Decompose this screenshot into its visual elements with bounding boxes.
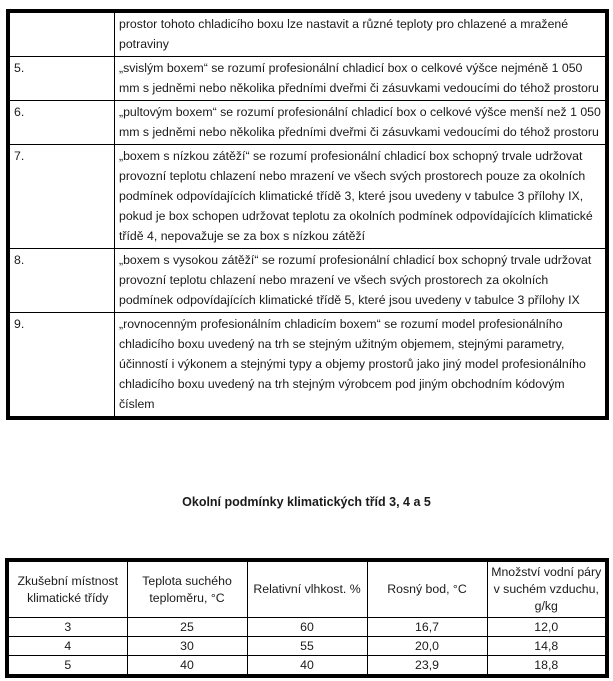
climate-table-title: Okolní podmínky klimatických tříd 3, 4 a 5 — [182, 495, 431, 509]
table-row — [7, 656, 607, 677]
definition-row — [8, 249, 607, 313]
definition-row — [8, 313, 607, 419]
table-cell: 40 — [247, 656, 367, 677]
definition-number: 7. — [8, 145, 115, 249]
table-cell: 16,7 — [367, 618, 487, 637]
definition-text: prostor tohoto chladicího boxu lze nastavit a různé teploty pro chlazené a mražené potraviny — [115, 11, 608, 57]
table-cell: 40 — [127, 656, 247, 677]
table-cell: 30 — [127, 637, 247, 656]
definitions-table — [6, 9, 609, 420]
table-cell: 3 — [7, 618, 127, 637]
definition-row — [8, 57, 607, 101]
column-header: Množství vodní páry v suchém vzduchu, g/kg — [487, 560, 607, 618]
definition-number: 6. — [8, 101, 115, 145]
definition-number: 9. — [8, 313, 115, 419]
definition-row — [8, 101, 607, 145]
table-row — [7, 637, 607, 656]
table-cell: 4 — [7, 637, 127, 656]
table-row — [7, 618, 607, 637]
table-cell: 12,0 — [487, 618, 607, 637]
table-cell: 18,8 — [487, 656, 607, 677]
definition-text: „pultovým boxem“ se rozumí profesionální chladicí box o celkové výšce menší než 1 050 mm s jedněmi nebo několika předními dveřmi či zásuvkami vedoucími do téhož prostoru — [115, 101, 608, 145]
table-cell: 20,0 — [367, 637, 487, 656]
definition-text: „svislým boxem“ se rozumí profesionální chladicí box o celkové výšce nejméně 1 050 mm s jedněmi nebo několika předními dveřmi či zásuvkami vedoucími do téhož prostoru — [115, 57, 608, 101]
definition-text: „boxem s vysokou zátěží“ se rozumí profesionální chladicí box schopný trvale udržovat provozní teplotu chlazení nebo mrazení ve všech svých prostorech za okolních podmínek odpovídajících klimatické třídě 5, které jsou uvedeny v tabulce 3 přílohy IX — [115, 249, 608, 313]
definition-number: 5. — [8, 57, 115, 101]
column-header: Relativní vlhkost. % — [247, 560, 367, 618]
header-row — [7, 560, 607, 618]
column-header: Rosný bod, °C — [367, 560, 487, 618]
table-cell: 60 — [247, 618, 367, 637]
definition-row — [8, 11, 607, 57]
climate-conditions-table — [5, 558, 609, 678]
definition-row — [8, 145, 607, 249]
table-cell: 25 — [127, 618, 247, 637]
table-cell: 5 — [7, 656, 127, 677]
table-cell: 23,9 — [367, 656, 487, 677]
definition-text: „boxem s nízkou zátěží“ se rozumí profesionální chladicí box schopný trvale udržovat provozní teplotu chlazení nebo mrazení ve všech svých prostorech pouze za okolních podmínek odpovídajících klimatické třídě 3, které jsou uvedeny v tabulce 3 přílohy IX, pokud je box schopen udržovat teplotu za okolních podmínek odpovídajících klimatické třídě 4, nepovažuje se za box s nízkou zátěží — [115, 145, 608, 249]
table-cell: 55 — [247, 637, 367, 656]
definition-number: 8. — [8, 249, 115, 313]
table-cell: 14,8 — [487, 637, 607, 656]
column-header: Zkušební místnost klimatické třídy — [7, 560, 127, 618]
definition-text: „rovnocenným profesionálním chladicím boxem“ se rozumí model profesionálního chladicího boxu uvedený na trh se stejným užitným objemem, stejnými parametry, účinností i výkonem a stejnými typy a objemy prostorů jako jiný model profesionálního chladicího boxu uvedený na trh stejným výrobcem pod jiným obchodním kódovým číslem — [115, 313, 608, 419]
definition-number — [8, 11, 115, 57]
column-header: Teplota suchého teploměru, °C — [127, 560, 247, 618]
